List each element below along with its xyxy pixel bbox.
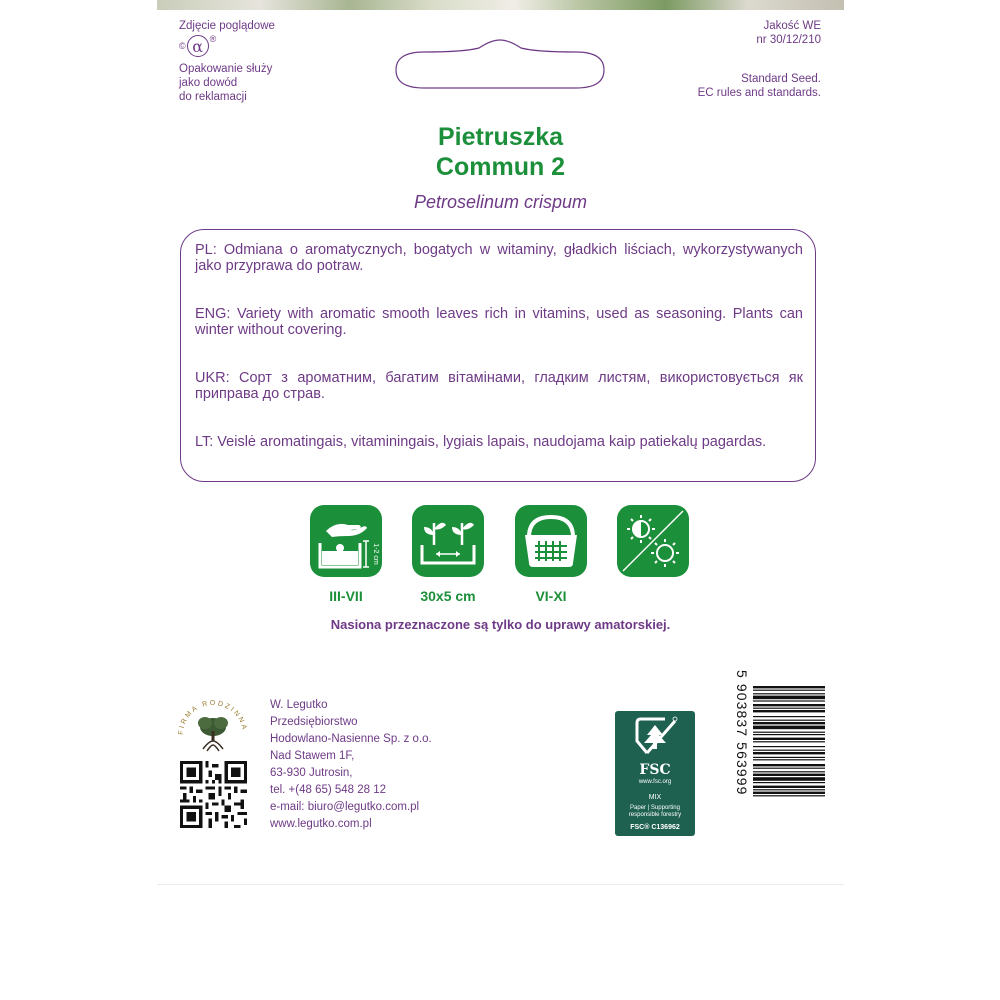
barcode-bar — [753, 686, 825, 688]
standard-line: EC rules and standards. — [697, 87, 821, 99]
barcode-bar — [753, 795, 825, 796]
barcode-bar — [753, 700, 825, 701]
barcode-bar — [753, 786, 825, 788]
harvest-tile — [515, 505, 587, 577]
harvest-period-label: VI-XI — [535, 588, 567, 604]
packaging-note — [179, 62, 272, 104]
product-photo-strip — [157, 0, 844, 10]
barcode-bar — [753, 777, 825, 781]
barcode-bar — [753, 764, 825, 766]
quality-line: Jakość WE — [763, 20, 821, 32]
barcode-bar — [753, 716, 825, 717]
barcode-digits: 5 903837 563999 — [734, 670, 750, 796]
description-lt: LT: Veislė aromatingais, vitaminingais, lygiais lapais, naudojama kaip patiekalų pagardas. — [195, 434, 767, 450]
barcode-bar — [753, 789, 825, 790]
quality-line: nr 30/12/210 — [756, 34, 821, 46]
company-address — [270, 697, 432, 833]
amateur-use-disclaimer: Nasiona przeznaczone są tylko do uprawy amatorskiej. — [330, 617, 671, 632]
description-box — [180, 229, 816, 482]
description-eng: ENG: Variety with aromatic smooth leaves rich in vitamins, used as seasoning. Plants can winter without covering. — [195, 306, 803, 338]
barcode-bar — [753, 690, 825, 691]
barcode-bar — [753, 752, 825, 754]
illustrative-photo-note: Zdjęcie poglądowe — [179, 20, 275, 32]
barcode-bar — [753, 738, 825, 740]
barcode-bar — [753, 757, 825, 758]
barcode-bar — [753, 696, 825, 700]
spacing-tile — [412, 505, 484, 577]
sowing-period-label: III-VII — [329, 588, 363, 604]
hang-hole-outline — [394, 38, 606, 92]
barcode-bar — [753, 782, 825, 783]
product-name-line2: Commun 2 — [435, 153, 566, 181]
fsc-claim-line: Paper | Supporting — [630, 805, 680, 811]
company-line: Hodowlano-Nasienne Sp. z o.o. — [270, 733, 432, 745]
packaging-note-line: jako dowód — [179, 77, 238, 89]
description-ukr: UKR: Сорт з ароматним, багатим вітамінами, гладким листям, використовується як приправа до страв. — [195, 370, 803, 402]
barcode-bar — [753, 708, 825, 709]
description-pl: PL: Odmiana o aromatycznych, bogatych w witaminy, gładkich liściach, wykorzystywanych jako przyprawa do potraw. — [195, 242, 803, 274]
fsc-claim — [615, 805, 695, 819]
fsc-tree-check-icon — [631, 715, 679, 757]
barcode-bar — [753, 759, 825, 760]
fsc-claim-line: responsible forestry — [628, 812, 682, 818]
barcode-bar — [753, 734, 825, 735]
seed-packet-back — [157, 0, 844, 884]
company-line: 63-930 Jutrosin, — [270, 767, 353, 779]
barcode-bar — [753, 768, 825, 769]
fsc-code: FSC® C136962 — [630, 824, 680, 831]
sowing-hand-icon — [310, 505, 382, 577]
barcode-bar — [753, 746, 825, 747]
barcode-bar — [753, 720, 825, 721]
sun-tile — [617, 505, 689, 577]
product-name-line1: Pietruszka — [437, 123, 564, 151]
company-line: Przedsiębiorstwo — [270, 716, 358, 728]
family-company-logo — [177, 693, 249, 755]
standard-line: Standard Seed. — [741, 73, 821, 85]
barcode-bar — [753, 732, 825, 733]
barcode-bars — [753, 686, 825, 796]
harvest-basket-icon — [515, 505, 587, 577]
company-phone: tel. +(48 65) 548 28 12 — [270, 784, 387, 796]
fsc-name: FSC — [639, 762, 671, 778]
packaging-note-line: Opakowanie służy — [179, 63, 273, 75]
company-email: e-mail: biuro@legutko.com.pl — [270, 801, 420, 813]
sowing-tile — [310, 505, 382, 577]
barcode-bar — [753, 792, 825, 794]
registered-mark: ® — [209, 34, 217, 44]
barcode-bar — [753, 722, 825, 724]
standard-seed-note — [698, 72, 821, 100]
alpha-icon: α — [187, 35, 209, 57]
plant-spacing-icon — [412, 505, 484, 577]
barcode-bar — [753, 771, 825, 772]
barcode-bar — [753, 693, 825, 694]
fsc-label — [615, 711, 695, 836]
fsc-mix: MIX — [648, 794, 662, 801]
packet-edge — [157, 884, 844, 885]
company-website: www.legutko.com.pl — [270, 818, 372, 830]
copyright-mark: © — [179, 41, 186, 51]
company-line: Nad Stawem 1F, — [270, 750, 355, 762]
qr-code — [180, 761, 247, 828]
company-line: W. Legutko — [270, 699, 328, 711]
ean-barcode — [733, 668, 825, 840]
spacing-label: 30x5 cm — [420, 588, 476, 604]
barcode-bar — [753, 741, 825, 742]
barcode-bar — [753, 704, 825, 706]
barcode-bar — [753, 750, 825, 751]
barcode-bar — [753, 710, 825, 712]
barcode-bar — [753, 726, 825, 730]
packaging-note-line: do reklamacji — [179, 91, 247, 103]
barcode-bar — [753, 774, 825, 776]
sun-shade-icon — [617, 505, 689, 577]
quality-class — [756, 19, 821, 47]
product-title — [157, 122, 844, 182]
quality-alpha-logo — [179, 34, 216, 58]
brand-logo-text: FIRMA RODZINNA — [177, 699, 248, 736]
sowing-depth-label: 1-2 cm — [372, 543, 379, 565]
latin-name: Petroselinum crispum — [413, 192, 588, 212]
fsc-url: www.fsc.org — [638, 779, 672, 785]
